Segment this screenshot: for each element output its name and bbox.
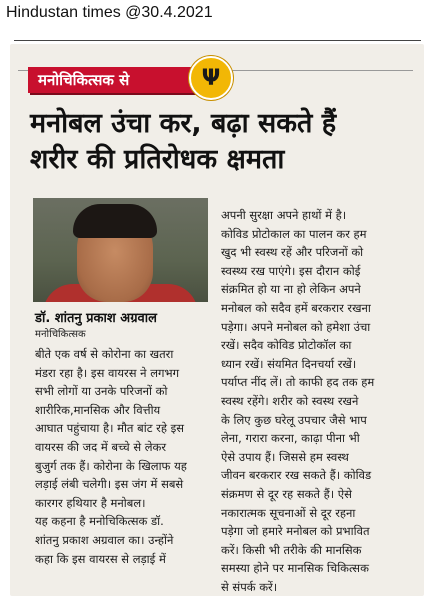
- headline-line-1: मनोबल उंचा कर, बढ़ा सकते हैं: [30, 108, 337, 139]
- article-line: यह कहना है मनोचिकित्सक डॉ.: [35, 514, 164, 529]
- article-line: स्वस्थ्य रख पाएंगे। इस दौरान कोई: [221, 263, 361, 278]
- article-line: रखें। सदैव कोविड प्रोटोकॉल का: [221, 338, 352, 353]
- article-line: शारीरिक,मानसिक और वित्तीय: [35, 402, 161, 417]
- article-line: पर्याप्त नींद लें। तो काफी हद तक हम: [221, 375, 375, 390]
- article-line: अपनी सुरक्षा अपने हाथों में है।: [221, 208, 347, 222]
- article-line: संक्रमण से दूर रह सकते हैं। ऐसे: [221, 486, 352, 501]
- author-photo: [33, 198, 208, 302]
- article-line: स्वस्थ रहेंगे। शरीर को स्वस्थ रखने: [221, 393, 359, 408]
- source-caption: Hindustan times @30.4.2021: [6, 4, 213, 21]
- article-line: करें। किसी भी तरीके की मानसिक: [221, 542, 362, 557]
- article-line: नकारात्मक सूचनाओं से दूर रहना: [221, 505, 356, 520]
- article-line: लड़ाई लंबी चलेगी। इस जंग में सबसे: [35, 477, 184, 492]
- article-line: ध्यान रखें। संयमित दिनचर्या रखें।: [221, 356, 357, 371]
- article-line: संक्रमित हो या ना हो लेकिन अपने: [221, 282, 361, 297]
- article-line: मंडरा रहा है। इस वायरस ने लगभग: [35, 365, 180, 380]
- article-line: आघात पहुंचाया है। मौत बांट रहे इस: [35, 421, 185, 436]
- photo-hair: [73, 204, 157, 238]
- article-line: बीते एक वर्ष से कोरोना का खतरा: [35, 347, 174, 361]
- article-line: खुद भी स्वस्थ रहें और परिजनों को: [221, 245, 364, 260]
- article-line: शांतनु प्रकाश अग्रवाल का। उन्होंने: [35, 532, 174, 547]
- article-line: सभी लोगों या उनके परिजनों को: [35, 384, 168, 399]
- article-line: कहा कि इस वायरस से लड़ाई में: [35, 551, 166, 566]
- article-line: पड़ेगा। अपने मनोबल को हमेशा उंचा: [221, 319, 371, 334]
- caption-divider: [14, 40, 421, 41]
- article-line: से संपर्क करें।: [221, 579, 278, 594]
- headline: [30, 106, 400, 178]
- article-line: जीवन बरकरार रख सकते हैं। कोविड: [221, 468, 372, 483]
- section-banner-label: मनोचिकित्सक से: [38, 71, 130, 89]
- headline-line-2: शरीर की प्रतिरोधक क्षमता: [30, 144, 285, 175]
- article-column-right: [221, 206, 407, 596]
- author-name: डॉ. शांतनु प्रकाश अग्रवाल: [35, 311, 157, 326]
- article-line: ऐसे उपाय हैं। जिससे हम स्वस्थ: [221, 449, 349, 464]
- article-line: कोविड प्रोटोकाल का पालन कर हम: [221, 226, 367, 241]
- article-line: लेना, गरारा करना, काढ़ा पीना भी: [221, 431, 360, 446]
- article-line: वायरस की जद में बच्चे से लेकर: [35, 439, 167, 454]
- article-line: पड़ेगा जो हमारे मनोबल को प्रभावित: [221, 524, 370, 539]
- article-line: मनोबल को सदैव हमें बरकरार रखना: [221, 300, 371, 315]
- article-line: समस्या होने पर मानसिक चिकित्सक: [221, 561, 369, 576]
- psychology-symbol-icon: Ψ: [189, 56, 233, 100]
- section-banner: [28, 67, 198, 93]
- author-role: मनोचिकित्सक: [35, 329, 86, 340]
- article-column-left: [35, 345, 213, 568]
- article-line: कारगर हथियार है मनोबल।: [35, 495, 146, 510]
- article-line: बुजुर्ग तक हैं। कोरोना के खिलाफ यह: [35, 458, 187, 473]
- article-line: के लिए कुछ घरेलू उपचार जैसे भाप: [221, 412, 367, 427]
